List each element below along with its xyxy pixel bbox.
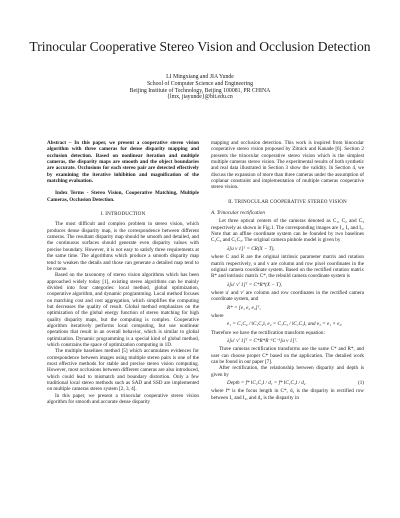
rectification-paragraph-5: Three cameras rectification transforms use the same C* and R*, and user can choose proper C* based on the application. The detailed work can be found in our paper [7]. [211,346,364,365]
rectification-paragraph-7: where f* is the focus length in C*, d₁ is the disparity in rectified row between I₁ and I₂, and d₂ is the disparity in [211,388,364,401]
equation-rebuild-text: λ[u′ v′ 1]ᵀ = C*R*(X − T), [227,281,282,288]
intro-paragraph-2: Based on the taxonomy of stereo vision algorithms which has been approached widely today [1], existing stereo algorithms can be mainly divided into four categories: local method, global optimization, cooperative algorithm, and dynamic programming. Local method focuses on matching cost and cost aggregation, which simplifies the computing but decreases the quality of result. Global method emphasizes on the optimization of the global energy function of stereo matching for high quality disparity maps, but the computing is complex. Cooperative algorithm iteratively performs local computing, but use nonlinear operations that result in an overall behavior, which is similar to global optimization. Dynamic programming is a special kind of global method, which constrains the space of optimization computing in 1D. [47,272,199,348]
equation-transform-text: λ[u′ v′ 1]ᵀ = C*R*R⁻¹C⁻¹[u v 1]ᵀ. [227,337,298,344]
rectification-paragraph-4: Therefore we have the rectification transform equation: [211,329,325,336]
equation-basis-text: e₁ = C₁C₂ / ‖C₁C₂‖, e₂ = C₁C₃ / ‖C₁C₃‖, and e₃ = e₁ × e₂. [227,321,343,328]
right-column [211,140,364,401]
equation-depth-text: Depth = f* ‖C₁C₂‖ / d₁ = f* ‖C₁C₃‖ / d₂ [227,380,306,386]
author-institution: Beijing Institute of Technology, Beijing 100081, PR CHINA [129,87,271,94]
intro-paragraph-1: The most difficult and complex problem in stereo vision, which produces dense disparity map, is the correspondence between different cameras. The resultant disparity map should be smooth and detailed, and the continuous surfaces should generate even disparity values with precise boundary. However, it is not easy to satisfy three requirements at the same time. The algorithms which produce a smooth disparity map tend to weaken the details and those can generate a detailed map tend to be coarse. [47,221,199,272]
equation-depth [211,380,364,386]
author-email: {lmx, jiayunde}@bit.edu.cn [167,94,233,101]
intro-paragraph-4: In this paper, we present a trinocular cooperative stereo vision algorithm for smooth and accurate dense disparity [47,392,199,406]
rectification-paragraph-2: where C and R are the original intrinsic parameter matrix and rotation matrix respectively, u and v are column and row pixel coordinates in the original camera coordinate system. Based on the rectified rotation matrix R* and intrinsic matrix C*, the rebuild camera coordinate system is [211,254,364,280]
author-block [60,74,340,101]
equation-pinhole-text: λ[u v 1]ᵀ = CR(X − T), [227,245,275,252]
abstract: Abstract – In this paper, we present a cooperative stereo vision algorithm with three cameras for dense disparity mapping and occlusion detection. Based on nonlinear iteration and multiple cameras, the disparity maps are smooth and the object boundaries are accurate. Occlusions for each stereo pair are detected effectively by examining the iterative inhibition and magnification of the matching evaluation. [47,140,199,185]
equation-rebuild [211,282,364,288]
rectification-paragraph-3: where u′ and v′ are column and row coordinates in the rectified camera coordinate system, and [211,289,364,303]
where-label: where [211,312,224,319]
paper-title: Trinocular Cooperative Stereo Vision and Occlusion Detection [29,39,371,54]
subsection-heading-rectification: A. Trinocular rectification [211,210,265,217]
rectification-paragraph-6: After rectification, the relationship between disparity and depth is given by [211,365,364,378]
author-names: LI Mingxiang and JIA Yunde [166,74,234,80]
left-column [47,140,199,405]
author-department: School of Computer Science and Engineering [146,80,254,87]
equation-basis [211,321,364,327]
index-terms: Index Terms - Stereo Vision, Cooperative Matching, Multiple Cameras, Occlusion Detection. [47,190,199,203]
equation-rotation [211,305,364,311]
section-heading-trinocular: II. TRINOCULAR COOPERATIVE STEREO VISION [228,198,347,205]
rectification-paragraph-1: Let three optical centers of the cameras denoted as C₁, C₂ and C₃ respectively as shown in Fig.1. The corresponding images are I₁, I₂ and I₃. Note that an affine coordinate system can be founded by two baselines C₁C₂ and C₁C₃. The original camera pinhole model is given by [211,218,364,244]
equation-transform [211,338,364,344]
equation-number: (1) [358,380,364,386]
intro-continuation: mapping and occlusion detection. This work is inspired from binocular cooperative stereo vision proposed by Zitnick and Kanade [6]. Section 2 presents the trinocular cooperative stereo vision which is the simplest multiple cameras stereo vision. The experimental results of both synthetic and real data illustrated in Section 3 show the validity. In Section 4, we discuss the expansion of more than three cameras under the assumption of coplanar constraint and implementation of multiple cameras cooperative stereo vision. [211,140,364,191]
intro-paragraph-3: The multiple baselines method [5] which accumulates evidences for correspondence between images using multiple stereo pairs is one of the most effective methods for stable and precise stereo vision computing. However, most occlusions between different cameras are also introduced, which could lead to mismatch and boundary distortion. Only a few traditional local stereo methods such as SAD and SSD are implemented on multiple cameras stereo system [2, 3, 4]. [47,348,199,393]
section-heading-introduction: I. INTRODUCTION [100,211,146,218]
equation-rotation-text: R* = [e₁ e₂ e₃]ᵀ, [227,304,261,311]
equation-pinhole [211,246,364,252]
